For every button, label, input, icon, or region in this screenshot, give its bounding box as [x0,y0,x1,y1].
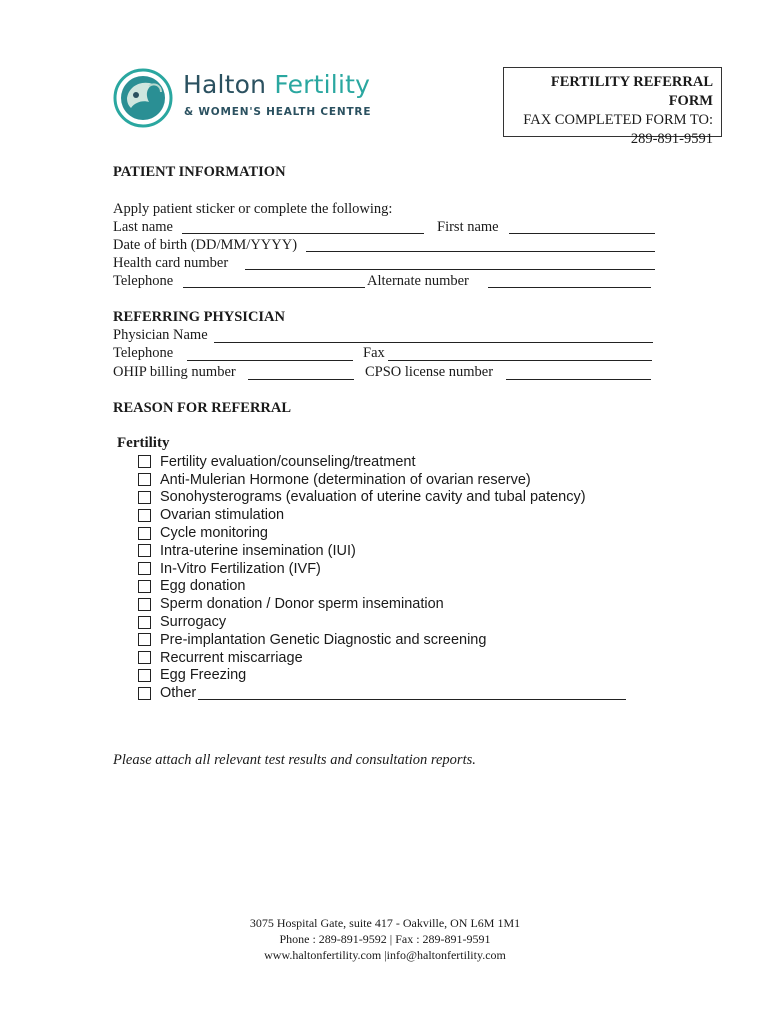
option-egg-freezing[interactable]: Egg Freezing [138,667,626,685]
option-cycle-monitoring[interactable]: Cycle monitoring [138,524,626,542]
checkbox[interactable] [138,527,151,540]
checkbox[interactable] [138,491,151,504]
form-title: FERTILITY REFERRAL FORM [550,74,713,109]
logo-mark-icon [113,68,173,128]
cpso-field[interactable] [506,379,651,380]
checkbox[interactable] [138,651,151,664]
option-surrogacy[interactable]: Surrogacy [138,613,626,631]
fax-instruction: FAX COMPLETED FORM TO: [523,112,713,128]
reason-for-referral-heading: REASON FOR REFERRAL [113,400,292,416]
logo-subtitle: & WOMEN'S HEALTH CENTRE [184,106,372,118]
logo-name: Halton Fertility [183,70,371,99]
physician-fax-field[interactable] [388,360,652,361]
health-card-label: Health card number [113,255,229,271]
option-ovarian-stimulation[interactable]: Ovarian stimulation [138,506,626,524]
fax-number: 289-891-9591 [630,131,713,147]
fax-info-box [503,67,722,147]
referral-options [138,453,626,702]
dob-field[interactable] [306,251,655,252]
health-card-field[interactable] [245,269,655,270]
first-name-label: First name [437,219,499,235]
option-recurrent-miscarriage[interactable]: Recurrent miscarriage [138,649,626,667]
checkbox[interactable] [138,473,151,486]
option-pgd[interactable]: Pre-implantation Genetic Diagnostic and screening [138,631,626,649]
patient-telephone-label: Telephone [113,273,174,289]
footer-web: www.haltonfertility.com |info@haltonfertility.com [264,948,506,962]
checkbox[interactable] [138,616,151,629]
ohip-field[interactable] [248,379,354,380]
checkbox[interactable] [138,509,151,522]
patient-intro: Apply patient sticker or complete the following: [113,201,393,217]
checkbox[interactable] [138,598,151,611]
other-field[interactable] [198,687,626,700]
checkbox[interactable] [138,633,151,646]
logo [113,68,403,130]
ohip-label: OHIP billing number [113,364,236,380]
attachment-note: Please attach all relevant test results and consultation reports. [113,752,476,768]
footer-address: 3075 Hospital Gate, suite 417 - Oakville, ON L6M 1M1 [249,916,521,930]
option-amh[interactable]: Anti-Mulerian Hormone (determination of ovarian reserve) [138,471,626,489]
footer [0,915,770,963]
checkbox[interactable] [138,455,151,468]
footer-phone: Phone : 289-891-9592 | Fax : 289-891-9591 [279,932,491,946]
option-other[interactable]: Other [138,684,626,702]
physician-telephone-field[interactable] [187,360,353,361]
option-sonohysterograms[interactable]: Sonohysterograms (evaluation of uterine cavity and tubal patency) [138,489,626,507]
option-fertility-evaluation[interactable]: Fertility evaluation/counseling/treatment [138,453,626,471]
option-ivf[interactable]: In-Vitro Fertilization (IVF) [138,560,626,578]
fertility-category: Fertility [117,435,170,451]
dob-label: Date of birth (DD/MM/YYYY) [113,237,298,253]
last-name-field[interactable] [182,233,424,234]
physician-name-label: Physician Name [113,327,208,343]
checkbox[interactable] [138,687,151,700]
patient-telephone-field[interactable] [183,287,365,288]
alternate-number-field[interactable] [488,287,651,288]
cpso-label: CPSO license number [365,364,494,380]
physician-name-field[interactable] [214,342,653,343]
checkbox[interactable] [138,544,151,557]
alternate-number-label: Alternate number [367,273,469,289]
physician-fax-label: Fax [363,345,385,361]
option-iui[interactable]: Intra-uterine insemination (IUI) [138,542,626,560]
referring-physician-heading: REFERRING PHYSICIAN [113,309,286,325]
option-sperm-donation[interactable]: Sperm donation / Donor sperm insemination [138,595,626,613]
checkbox[interactable] [138,669,151,682]
last-name-label: Last name [113,219,173,235]
physician-telephone-label: Telephone [113,345,174,361]
patient-information-heading: PATIENT INFORMATION [113,164,286,180]
option-egg-donation[interactable]: Egg donation [138,578,626,596]
first-name-field[interactable] [509,233,655,234]
checkbox[interactable] [138,580,151,593]
checkbox[interactable] [138,562,151,575]
